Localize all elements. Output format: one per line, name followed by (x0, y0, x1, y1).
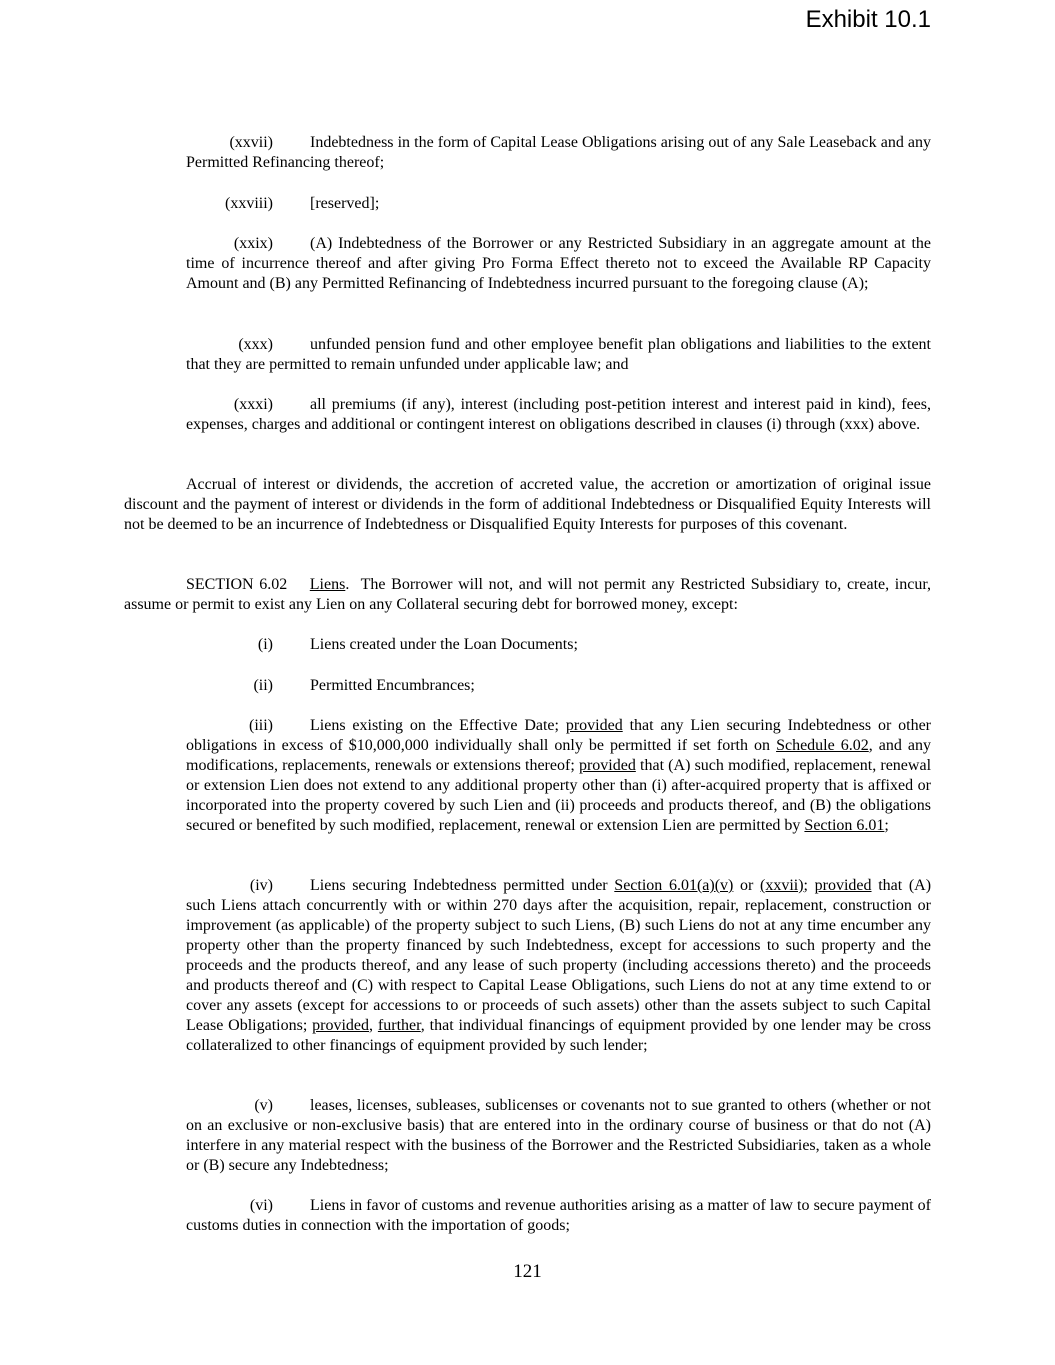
clause-ii (124, 676, 931, 696)
clause-xxx (124, 335, 931, 375)
clause-xxix (124, 234, 931, 294)
clause-text: Permitted Encumbrances; (310, 677, 475, 694)
provided-term: provided (312, 1017, 370, 1034)
section-title: Liens (309, 576, 346, 593)
clause-label: (xxix) (233, 235, 273, 252)
accrual-text: Accrual of interest or dividends, the accretion of accreted value, the accretion or amortization of original issue discount and the payment of interest or dividends in the form of additional Indebtedness or Disqualified Equity Interests will not be deemed to be an incurrence of Indebtedness or Disqualified Equity Interests for purposes of this covenant. (124, 476, 931, 533)
provided-term: provided (578, 757, 636, 774)
clause-text: leases, licenses, subleases, sublicenses or covenants not to sue granted to others (whether or not on an exclusive or non-exclusive basis) that are entered into in the ordinary course of business or that do not (A) interfere in any material respect with the business of the Borrower and the Restricted Subsidiaries, taken as a whole or (B) secure any Indebtedness; (186, 1097, 931, 1174)
section-reference: Section 6.01 (804, 817, 885, 834)
clause-text: that (A) such modified, replacement, renewal or extension Lien does not extend to any additional property other than (i) after-acquired property that is affixed or incorporated into the property covered by such Lien and (ii) proceeds and products thereof, and (B) the obligations secured or benefited by such modified, replacement, renewal or extension Lien are permitted by (186, 757, 932, 834)
accrual-paragraph (124, 475, 931, 535)
clause-label: (xxxi) (233, 396, 273, 413)
clause-text: Liens in favor of customs and revenue authorities arising as a matter of law to secure payment of customs duties in connection with the importation of goods; (186, 1197, 931, 1234)
clause-i (124, 635, 931, 655)
clause-label: (i) (257, 636, 273, 653)
clause-reference: (xxvii) (760, 877, 804, 894)
clause-text: , and any modifications, replacements, renewals or extensions thereof; (186, 737, 932, 774)
exhibit-label: Exhibit 10.1 (805, 6, 931, 33)
clause-label: (iii) (249, 717, 273, 734)
section-reference: Section 6.01(a)(v) (614, 877, 734, 894)
provided-term: provided (814, 877, 872, 894)
clause-label: (ii) (253, 677, 273, 694)
clause-text: , that individual financings of equipment provided by one lender may be cross collateralized to other financings of equipment provided by such lender; (186, 1017, 932, 1054)
clause-vi (124, 1196, 931, 1236)
clause-text: or (740, 877, 754, 894)
clause-text: Liens securing Indebtedness permitted under (310, 877, 608, 894)
section-6-02 (124, 575, 931, 615)
clause-text: (A) Indebtedness of the Borrower or any Restricted Subsidiary in an aggregate amount at the time of incurrence thereof and after giving Pro Forma Effect thereto not to exceed the Available RP Capacity Amount and (B) any Permitted Refinancing of Indebtedness incurred pursuant to the foregoing clause (A); (186, 235, 931, 292)
clause-xxxi (124, 395, 931, 435)
clause-text: [reserved]; (310, 195, 380, 212)
clause-label: (v) (254, 1097, 273, 1114)
clause-label: (vi) (249, 1197, 273, 1214)
clause-text: Liens created under the Loan Documents; (310, 636, 578, 653)
clause-xxvii (124, 133, 931, 173)
further-term: further (377, 1017, 421, 1034)
clause-text: all premiums (if any), interest (including post-petition interest and interest paid in kind), fees, expenses, charges and additional or contingent interest on obligations described in clauses (i) through (xxx) above. (186, 396, 931, 433)
clause-text: ; (884, 817, 889, 834)
clause-xxviii (124, 194, 931, 214)
provided-term: provided (565, 717, 623, 734)
clause-text: unfunded pension fund and other employee benefit plan obligations and liabilities to the extent that they are permitted to remain unfunded under applicable law; and (186, 336, 931, 373)
clause-text: , (369, 1017, 374, 1034)
clause-text: that any Lien securing Indebtedness or other obligations in excess of $10,000,000 individually shall only be permitted if set forth on (186, 717, 932, 754)
section-number: SECTION 6.02 (186, 576, 288, 593)
section-title-period: . (345, 576, 350, 593)
clause-label: (xxvii) (229, 134, 273, 151)
clause-label: (iv) (249, 877, 273, 894)
schedule-reference: Schedule 6.02 (776, 737, 869, 754)
clause-label: (xxx) (238, 336, 273, 353)
clause-label: (xxviii) (225, 195, 273, 212)
clause-text: Liens existing on the Effective Date; (310, 717, 559, 734)
clause-v (124, 1096, 931, 1176)
page-number: 121 (513, 1261, 542, 1282)
clause-iv (124, 876, 931, 1056)
clause-text: ; (803, 877, 808, 894)
clause-text: that (A) such Liens attach concurrently with or within 270 days after the acquisition, repair, replacement, construction or improvement (as applicable) of the property subject to such Liens, (B) such Liens do not at any time encumber any property other than the property financed by such Indebtedness, except for accessions to such property and the proceeds and the products thereof, and any lease of such property (including accessions thereto) and the proceeds and products thereof and (C) with respect to Capital Lease Obligations, such Liens do not at any time extend to or cover any assets (except for accessions to or proceeds of such assets) other than the assets subject to such Capital Lease Obligations; (186, 877, 932, 1034)
section-text: The Borrower will not, and will not permit any Restricted Subsidiary to, create, incur, assume or permit to exist any Lien on any Collateral securing debt for borrowed money, except: (124, 576, 932, 613)
clause-text: Indebtedness in the form of Capital Lease Obligations arising out of any Sale Leaseback and any Permitted Refinancing thereof; (186, 134, 931, 171)
clause-iii (124, 716, 931, 836)
